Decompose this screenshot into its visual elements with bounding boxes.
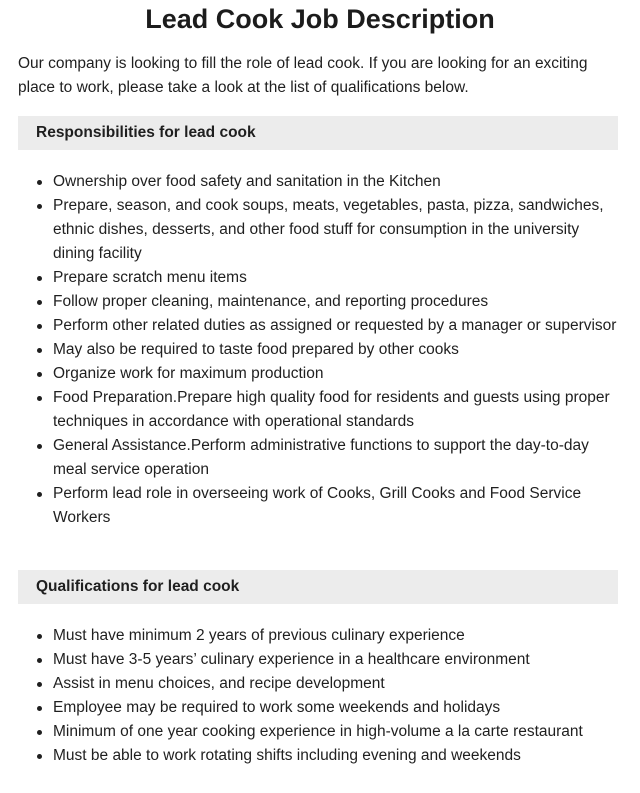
intro-paragraph: Our company is looking to fill the role of lead cook. If you are looking for an exciting place to work, please take a look at the list of qualifications below. <box>18 55 588 96</box>
bullet-icon <box>37 180 42 185</box>
qualifications-list <box>18 624 618 768</box>
list-item-text: Assist in menu choices, and recipe development <box>53 675 385 692</box>
list-item <box>18 362 618 386</box>
bullet-icon <box>37 706 42 711</box>
bullet-icon <box>37 300 42 305</box>
list-item <box>18 338 618 362</box>
responsibilities-heading: Responsibilities for lead cook <box>18 116 618 150</box>
list-item <box>18 434 618 482</box>
bullet-icon <box>37 396 42 401</box>
list-item <box>18 648 618 672</box>
qualifications-heading: Qualifications for lead cook <box>18 570 618 604</box>
list-item-text: Must have 3-5 years’ culinary experience in a healthcare environment <box>53 651 530 668</box>
list-item <box>18 482 618 530</box>
list-item <box>18 266 618 290</box>
list-item <box>18 624 618 648</box>
bullet-icon <box>37 372 42 377</box>
list-item-text: Prepare scratch menu items <box>53 269 247 286</box>
list-item-text: Minimum of one year cooking experience in high-volume a la carte restaurant <box>53 723 583 740</box>
list-item <box>18 170 618 194</box>
bullet-icon <box>37 730 42 735</box>
list-item <box>18 696 618 720</box>
bullet-icon <box>37 324 42 329</box>
list-item-text: Prepare, season, and cook soups, meats, vegetables, pasta, pizza, sandwiches, ethnic dishes, desserts, and other food stuff for consumption in the university dining facility <box>53 197 604 262</box>
bullet-icon <box>37 276 42 281</box>
list-item <box>18 290 618 314</box>
list-item-text: Perform lead role in overseeing work of Cooks, Grill Cooks and Food Service Workers <box>53 485 582 526</box>
bullet-icon <box>37 204 42 209</box>
list-item-text: Must be able to work rotating shifts including evening and weekends <box>53 747 521 764</box>
list-item <box>18 672 618 696</box>
list-item <box>18 194 618 266</box>
list-item <box>18 720 618 744</box>
list-item-text: Employee may be required to work some weekends and holidays <box>53 699 501 716</box>
bullet-icon <box>37 492 42 497</box>
bullet-icon <box>37 348 42 353</box>
list-item <box>18 386 618 434</box>
list-item-text: General Assistance.Perform administrative functions to support the day-to-day meal service operation <box>53 437 589 478</box>
list-item-text: Perform other related duties as assigned or requested by a manager or supervisor <box>53 317 617 334</box>
list-item-text: Ownership over food safety and sanitation in the Kitchen <box>53 173 441 190</box>
list-item-text: Must have minimum 2 years of previous culinary experience <box>53 627 465 644</box>
list-item <box>18 744 618 768</box>
list-item-text: Follow proper cleaning, maintenance, and reporting procedures <box>53 293 489 310</box>
list-item-text: Food Preparation.Prepare high quality food for residents and guests using proper techniques in accordance with operational standards <box>53 389 610 430</box>
page-title: Lead Cook Job Description <box>145 4 495 34</box>
bullet-icon <box>37 682 42 687</box>
bullet-icon <box>37 634 42 639</box>
list-item <box>18 314 618 338</box>
bullet-icon <box>37 658 42 663</box>
list-item-text: Organize work for maximum production <box>53 365 324 382</box>
bullet-icon <box>37 444 42 449</box>
responsibilities-list <box>18 170 618 530</box>
list-item-text: May also be required to taste food prepared by other cooks <box>53 341 459 358</box>
bullet-icon <box>37 754 42 759</box>
